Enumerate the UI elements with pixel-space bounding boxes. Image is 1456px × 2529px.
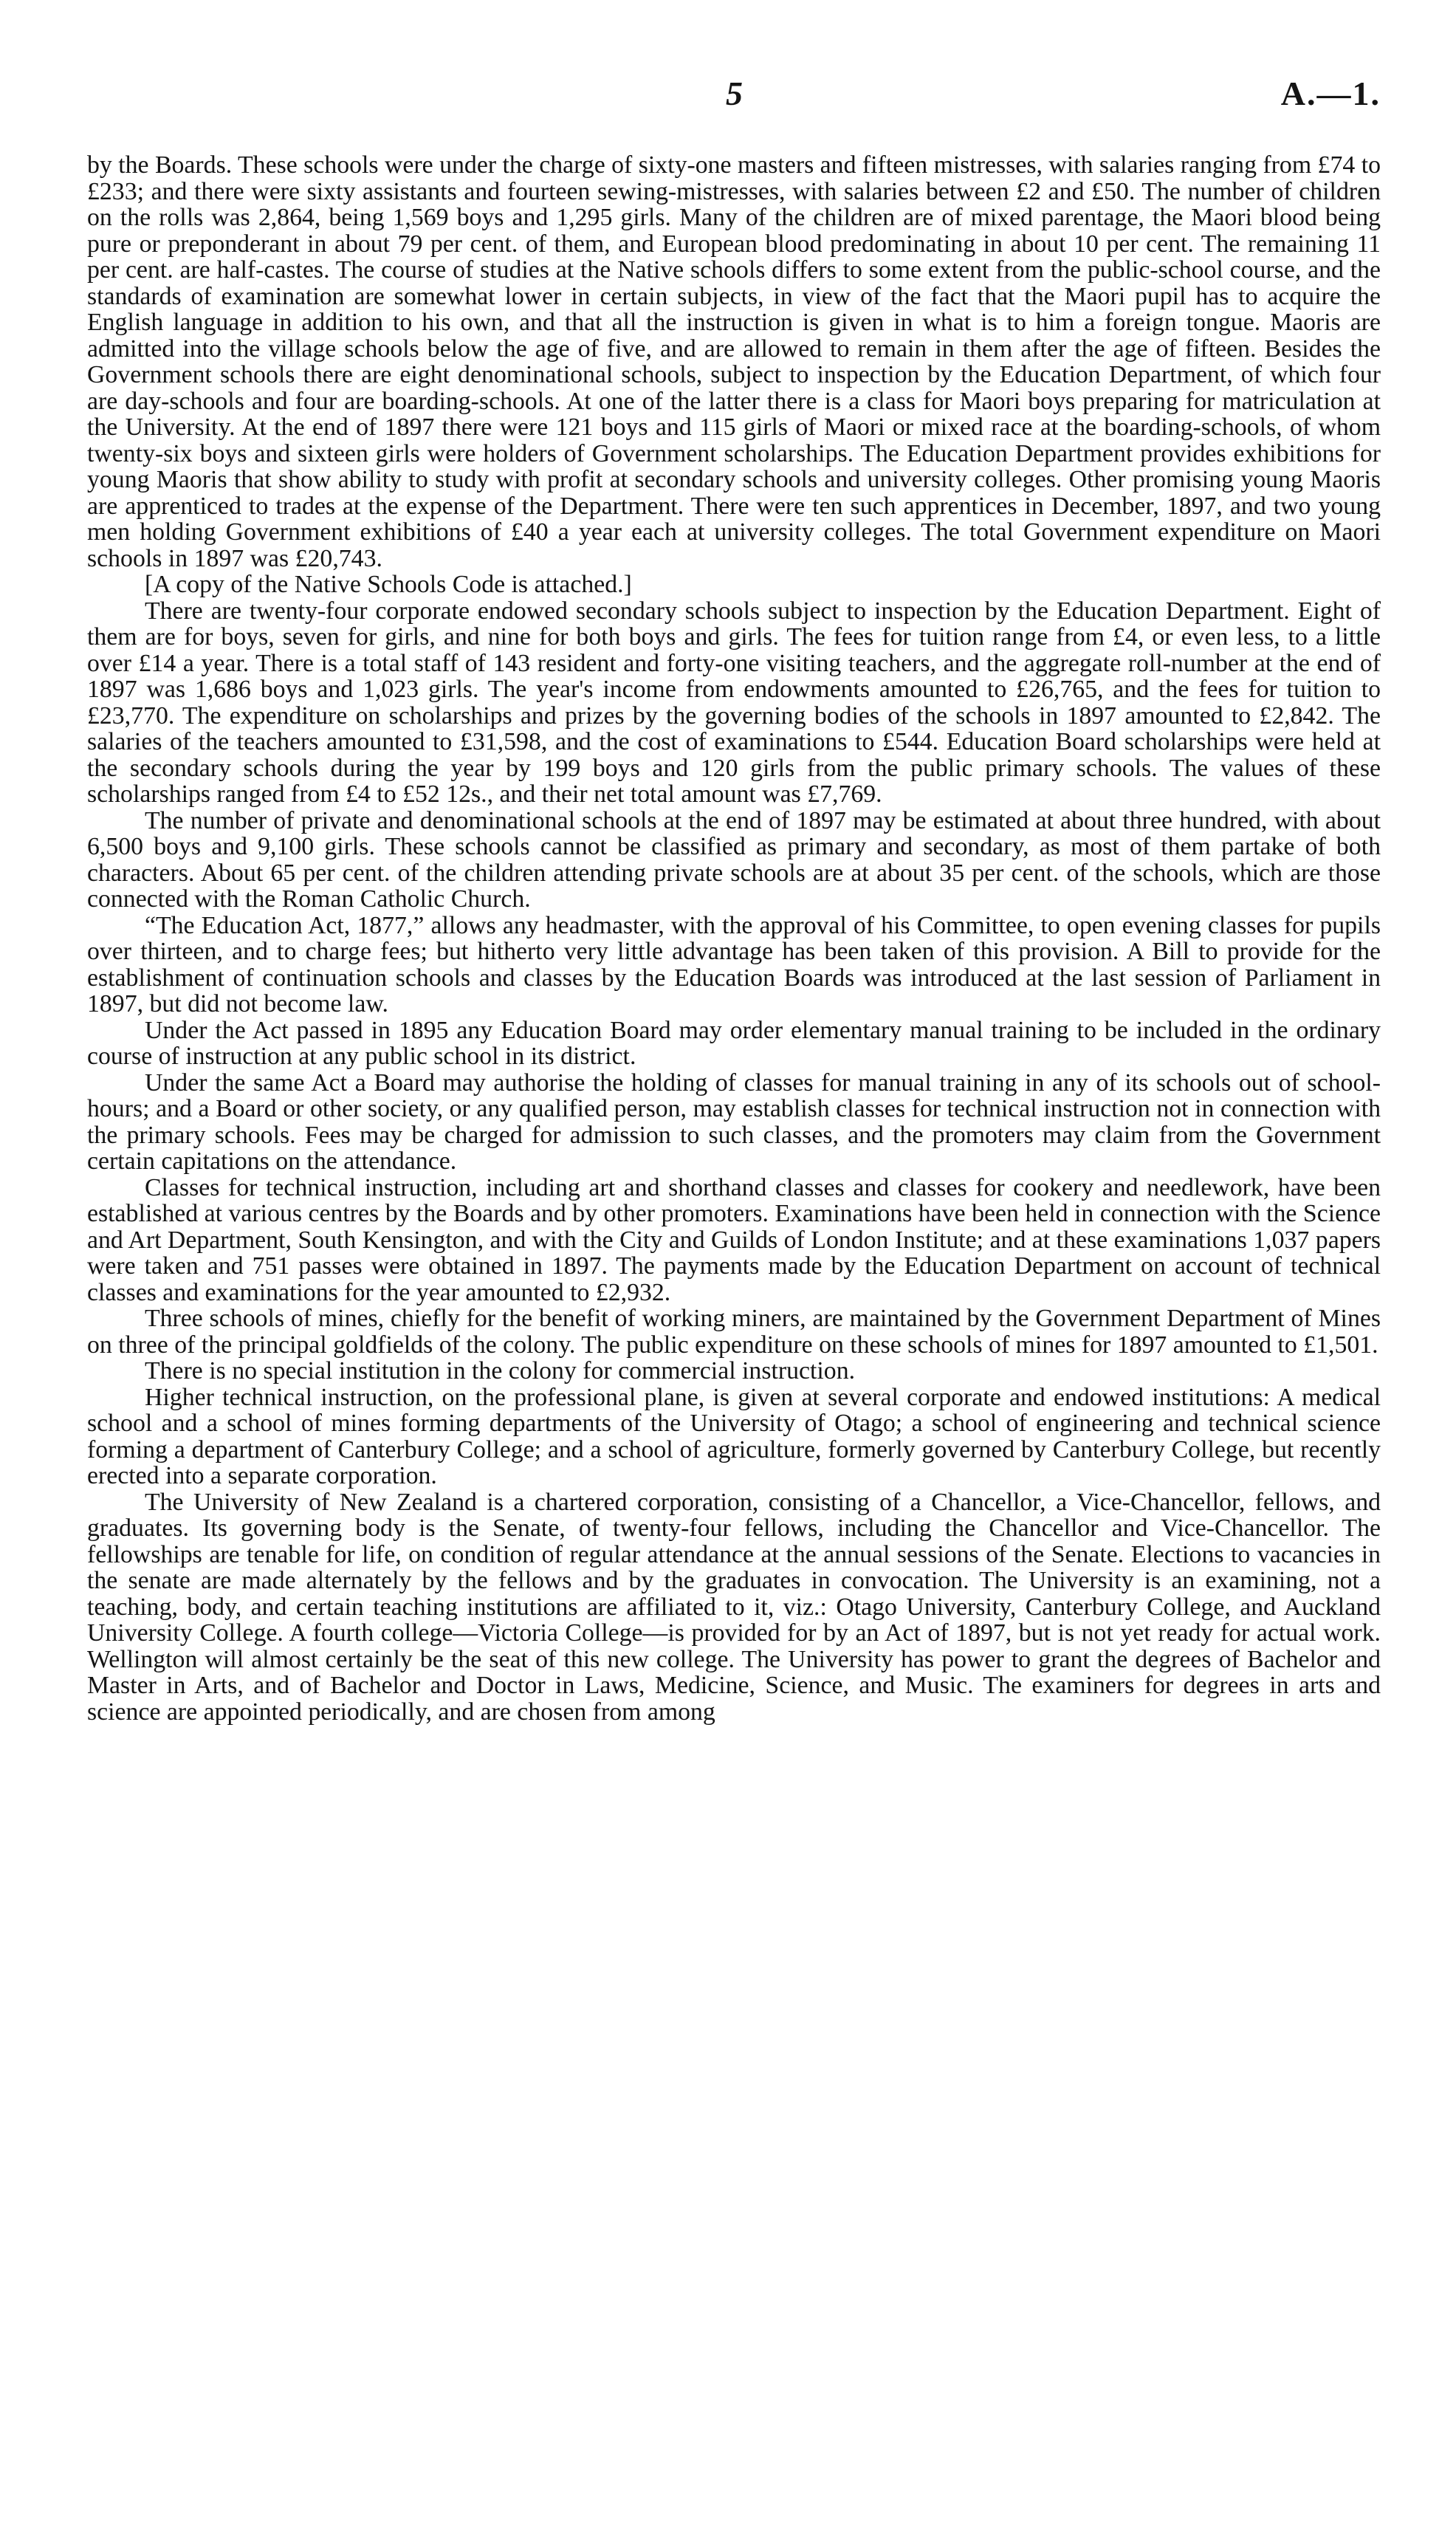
paragraph-evening-classes: “The Education Act, 1877,” allows any headmaster, with the approval of his Committee, to open evening classes for pupils over thirteen, and to charge fees; but hitherto very little advantage has been taken of this provision. A Bill to provide for the establishment of continuation schools and classes by the Education Boards was introduced at the last session of Parliament in 1897, but did not become law. [87,911,1381,1018]
paragraph-private-schools: The number of private and denominational schools at the end of 1897 may be estimated at about three hundred, with about 6,500 boys and 9,100 girls. These schools cannot be classified as primary and secondary, as most of them partake of both characters. About 65 per cent. of the children attending private schools are at about 35 per cent. of the schools, which are those connected with the Roman Catholic Church. [87,806,1381,913]
paragraph-technical-classes-act: Under the same Act a Board may authorise the holding of classes for manual training in any of its schools out of school-hours; and a Board or other society, or any qualified person, may establish classes for technical instruction not in connection with the primary schools. Fees may be charged for admission to such classes, and the promoters may claim from the Government certain capitations on the attendance. [87,1068,1381,1175]
paragraph-higher-technical: Higher technical instruction, on the professional plane, is given at several corporate and endowed institutions: A medical school and a school of mines forming departments of the University of Otago; a school of engineering and technical science forming a department of Canterbury College; and a school of agriculture, formerly governed by Canterbury College, but recently erected into a separate corporation. [87,1383,1381,1489]
page-reference: A.—1. [1280,75,1381,112]
body-text [87,152,1381,1725]
page-header [87,74,1381,118]
paragraph-secondary-schools: There are twenty-four corporate endowed secondary schools subject to inspection by the Education Department. Eight of them are for boys, seven for girls, and nine for both boys and girls. The fees for tuition range from £4, or even less, to a little over £14 a year. There is a total staff of 143 resident and forty-one visiting teachers, and the aggregate roll-number at the end of 1897 was 1,686 boys and 1,023 girls. The year's income from endowments amounted to £26,765, and the fees for tuition to £23,770. The expenditure on scholarships and prizes by the governing bodies of the schools in 1897 amounted to £2,842. The salaries of the teachers amounted to £31,598, and the cost of examinations to £544. Education Board scholarships were held at the secondary schools during the year by 199 boys and 120 girls from the public primary schools. The values of these scholarships ranged from £4 to £52 12s., and their net total amount was £7,769. [87,597,1381,808]
paragraph-native-schools: by the Boards. These schools were under the charge of sixty-one masters and fifteen mistresses, with salaries ranging from £74 to £233; and there were sixty assistants and fourteen sewing-mistresses, with salaries between £2 and £50. The number of children on the rolls was 2,864, being 1,569 boys and 1,295 girls. Many of the children are of mixed parentage, the Maori blood being pure or preponderant in about 79 per cent. of them, and European blood predominating in about 10 per cent. The remaining 11 per cent. are half-castes. The course of studies at the Native schools differs to some extent from the public-school course, and the standards of examination are somewhat lower in certain subjects, in view of the fact that the Maori pupil has to acquire the English language in addition to his own, and that all the instruction is given in what is to him a foreign tongue. Maoris are admitted into the village schools below the age of five, and are allowed to remain in them after the age of fifteen. Besides the Government schools there are eight denominational schools, subject to inspection by the Education Department, of which four are day-schools and four are boarding-schools. At one of the latter there is a class for Maori boys preparing for matriculation at the University. At the end of 1897 there were 121 boys and 115 girls of Maori or mixed race at the boarding-schools, of whom twenty-six boys and sixteen girls were holders of Government scholarships. The Education Department provides exhibitions for young Maoris that show ability to study with profit at secondary schools and university colleges. Other promising young Maoris are apprenticed to trades at the expense of the Department. There were ten such apprentices in December, 1897, and two young men holding Government exhibitions of £40 a year each at university colleges. The total Government expenditure on Maori schools in 1897 was £20,743. [87,151,1381,572]
paragraph-university: The University of New Zealand is a chartered corporation, consisting of a Chancellor, a Vice-Chancellor, fellows, and graduates. Its governing body is the Senate, of twenty-four fellows, including the Chancellor and Vice-Chancellor. The fellowships are tenable for life, on condition of regular attendance at the annual sessions of the Senate. Elections to vacancies in the senate are made alternately by the fellows and by the graduates in convocation. The University is an examining, not a teaching, body, and certain teaching institutions are affiliated to it, viz.: Otago University, Canterbury College, and Auckland University College. A fourth college—Victoria College—is provided for by an Act of 1897, but is not yet ready for actual work. Wellington will almost certainly be the seat of this new college. The University has power to grant the degrees of Bachelor and Master in Arts, and of Bachelor and Doctor in Laws, Medicine, Science, and Music. The examiners for degrees in arts and science are appointed periodically, and are chosen from among [87,1488,1381,1726]
paragraph-manual-training: Under the Act passed in 1895 any Education Board may order elementary manual training to be included in the ordinary course of instruction at any public school in its district. [87,1016,1381,1070]
paragraph-commercial-instruction: There is no special institution in the colony for commercial instruction. [145,1357,856,1384]
page-number: 5 [726,75,743,112]
paragraph-schools-of-mines: Three schools of mines, chiefly for the benefit of working miners, are maintained by the Government Department of Mines on three of the principal goldfields of the colony. The public expenditure on these schools of mines for 1897 amounted to £1,501. [87,1305,1381,1359]
paragraph-native-code-note: [A copy of the Native Schools Code is attached.] [145,571,632,598]
paragraph-technical-instruction: Classes for technical instruction, including art and shorthand classes and classes for cookery and needlework, have been established at various centres by the Boards and by other promoters. Examinations have been held in connection with the Science and Art Department, South Kensington, and with the City and Guilds of London Institute; and at these examinations 1,037 papers were taken and 751 passes were obtained in 1897. The payments made by the Education Department on account of technical classes and examinations for the year amounted to £2,932. [87,1173,1381,1306]
